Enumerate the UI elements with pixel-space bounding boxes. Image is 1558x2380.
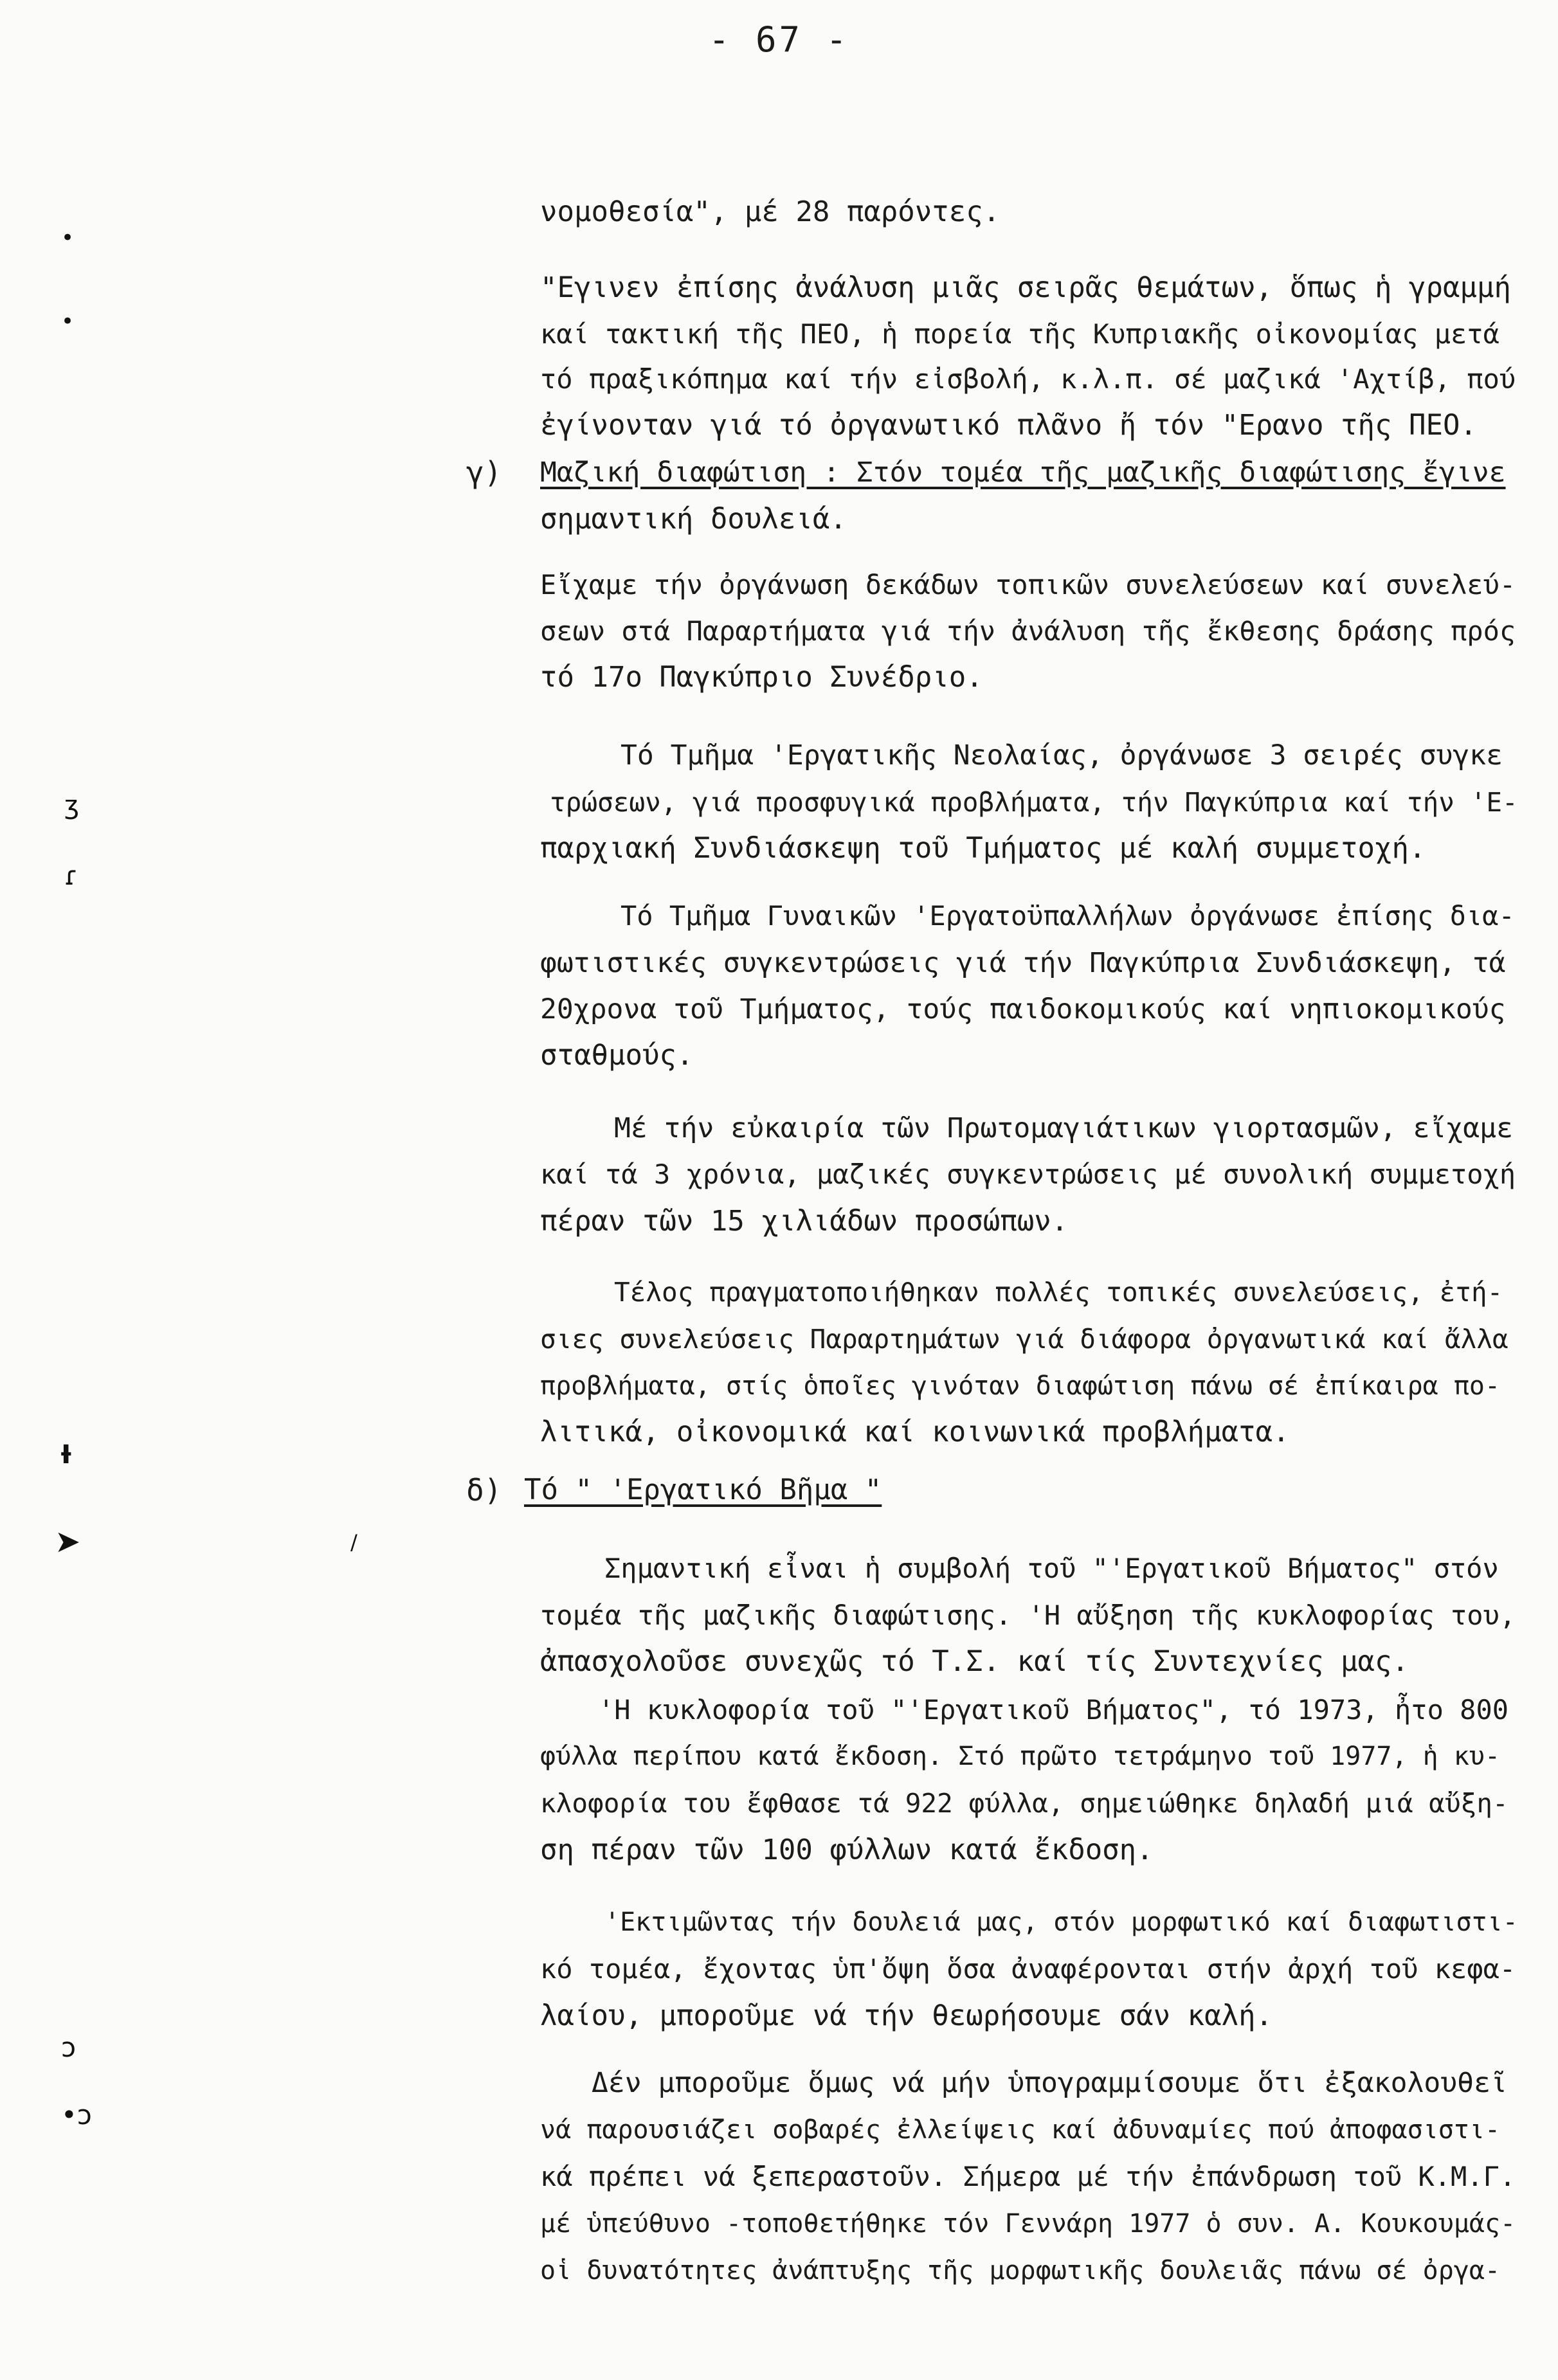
margin-mark: • bbox=[61, 309, 75, 334]
text-line: 'Η κυκλοφορία τοῦ "'Εργατικοῦ Βήματος", τό 1973, ἦτο 800 bbox=[598, 1694, 1509, 1726]
margin-mark: ɾ bbox=[64, 861, 78, 891]
text-line: Μέ τήν εὐκαιρία τῶν Πρωτομαγιάτικων γιορτασμῶν, εἴχαμε bbox=[614, 1112, 1513, 1144]
text-line: κλοφορία του ἔφθασε τά 922 φύλλα, σημειώθηκε δηλαδή μιά αὔξη- bbox=[540, 1788, 1508, 1819]
margin-mark: • bbox=[61, 225, 75, 251]
section-heading-ergatiko-vima: Τό " 'Εργατικό Βῆμα " bbox=[524, 1474, 882, 1506]
text-line: ἀπασχολοῦσε συνεχῶς τό Τ.Σ. καί τίς Συντεχνίες μας. bbox=[540, 1645, 1409, 1678]
section-marker-delta: δ) bbox=[466, 1473, 502, 1508]
text-line: "Εγινεν ἐπίσης ἀνάλυση μιᾶς σειρᾶς θεμάτων, ὅπως ἡ γραμμή bbox=[540, 271, 1511, 304]
text-line: λαίου, μποροῦμε νά τήν θεωρήσουμε σάν καλή. bbox=[540, 1999, 1273, 2032]
margin-mark: Ɨ bbox=[61, 1440, 71, 1470]
text-line: ἐγίνονταν γιά τό ὀργανωτικό πλᾶνο ἤ τόν "Eρανο τῆς ΠΕΟ. bbox=[540, 409, 1477, 442]
margin-mark: •ↄ bbox=[61, 2099, 92, 2131]
arrow-mark-icon: ➤ bbox=[55, 1524, 81, 1560]
text-line: Εἴχαμε τήν ὀργάνωση δεκάδων τοπικῶν συνελεύσεων καί συνελεύ- bbox=[540, 569, 1516, 600]
text-line: ση πέραν τῶν 100 φύλλων κατά ἔκδοση. bbox=[540, 1834, 1154, 1866]
text-line: παρχιακή Συνδιάσκεψη τοῦ Τμήματος μέ καλή συμμετοχή. bbox=[540, 832, 1426, 865]
text-line: Σημαντική εἶναι ἡ συμβολή τοῦ "'Εργατικοῦ Βήματος" στόν bbox=[604, 1553, 1499, 1584]
page-number: - 67 - bbox=[708, 19, 850, 60]
text-line: τρώσεων, γιά προσφυγικά προβλήματα, τήν Παγκύπρια καί τήν 'Ε- bbox=[550, 787, 1518, 818]
text-line: νά παρουσιάζει σοβαρές ἐλλείψεις καί ἀδυναμίες πού ἀποφασιστι- bbox=[540, 2115, 1501, 2145]
margin-mark: ʒ bbox=[64, 791, 80, 820]
text-line: τομέα τῆς μαζικῆς διαφώτισης. 'Η αὔξηση τῆς κυκλοφορίας του, bbox=[540, 1600, 1516, 1631]
text-line: οἱ δυνατότητες ἀνάπτυξης τῆς μορφωτικῆς δουλειᾶς πάνω σέ ὀργα- bbox=[540, 2256, 1501, 2285]
text-line: σιες συνελεύσεις Παραρτημάτων γιά διάφορα ὀργανωτικά καί ἄλλα bbox=[540, 1324, 1508, 1355]
text-line: φύλλα περίπου κατά ἔκδοση. Στό πρῶτο τετράμηνο τοῦ 1977, ἡ κυ- bbox=[540, 1742, 1501, 1771]
text-line: πέραν τῶν 15 χιλιάδων προσώπων. bbox=[540, 1205, 1069, 1238]
text-line: Τό Τμῆμα Γυναικῶν 'Εργατοϋπαλλήλων ὀργάνωσε ἐπίσης δια- bbox=[620, 900, 1515, 932]
text-line: τό 17ο Παγκύπριο Συνέδριο. bbox=[540, 661, 983, 694]
text-line: φωτιστικές συγκεντρώσεις γιά τήν Παγκύπρια Συνδιάσκεψη, τά bbox=[540, 947, 1506, 979]
text-line: Τέλος πραγματοποιήθηκαν πολλές τοπικές συνελεύσεις, ἐτή- bbox=[614, 1277, 1503, 1308]
margin-mark: ↄ bbox=[61, 2032, 77, 2063]
text-line: μέ ὑπεύθυνο -τοποθετήθηκε τόν Γεννάρη 1977 ὁ συν. Α. Κουκουμάς- bbox=[540, 2209, 1516, 2239]
text-line: σημαντική δουλειά. bbox=[540, 503, 847, 536]
section-marker-gamma: γ) bbox=[466, 455, 502, 490]
text-line: τό πραξικόπημα καί τήν εἰσβολή, κ.λ.π. σέ μαζικά 'Αχτίβ, πού bbox=[540, 363, 1516, 395]
text-line: κό τομέα, ἔχοντας ὑπ'ὄψη ὅσα ἀναφέρονται στήν ἀρχή τοῦ κεφα- bbox=[540, 1953, 1516, 1985]
text-line: 'Εκτιμῶντας τήν δουλειά μας, στόν μορφωτικό καί διαφωτιστι- bbox=[604, 1907, 1518, 1937]
text-line: Δέν μποροῦμε ὅμως νά μήν ὑπογραμμίσουμε ὅτι ἐξακολουθεῖ bbox=[592, 2067, 1507, 2099]
text-line: κά πρέπει νά ξεπεραστοῦν. Σήμερα μέ τήν ἐπάνδρωση τοῦ Κ.Μ.Γ. bbox=[540, 2161, 1516, 2192]
text-line: προβλήματα, στίς ὁποῖες γινόταν διαφώτιση πάνω σέ ἐπίκαιρα πο- bbox=[540, 1371, 1501, 1401]
text-line: καί τά 3 χρόνια, μαζικές συγκεντρώσεις μέ συνολική συμμετοχή bbox=[540, 1158, 1516, 1190]
text-line: καί τακτική τῆς ΠΕΟ, ἡ πορεία τῆς Κυπριακῆς οἰκονομίας μετά bbox=[540, 318, 1499, 350]
text-line: σεων στά Παραρτήματα γιά τήν ἀνάλυση τῆς ἔκθεσης δράσης πρός bbox=[540, 615, 1516, 647]
text-line: σταθμούς. bbox=[540, 1039, 694, 1072]
text-line: Τό Τμῆμα 'Εργατικῆς Νεολαίας, ὀργάνωσε 3 σειρές συγκε bbox=[620, 739, 1503, 771]
text-line: νομοθεσία", μέ 28 παρόντες. bbox=[540, 195, 1001, 228]
section-heading-mass-education: Μαζική διαφώτιση : Στόν τομέα τῆς μαζικῆς διαφώτισης ἔγινε bbox=[540, 456, 1506, 489]
text-line: λιτικά, οἰκονομικά καί κοινωνικά προβλήματα. bbox=[540, 1416, 1290, 1448]
margin-mark: / bbox=[350, 1530, 358, 1555]
text-line: 20χρονα τοῦ Τμήματος, τούς παιδοκομικούς καί νηπιοκομικούς bbox=[540, 993, 1506, 1025]
